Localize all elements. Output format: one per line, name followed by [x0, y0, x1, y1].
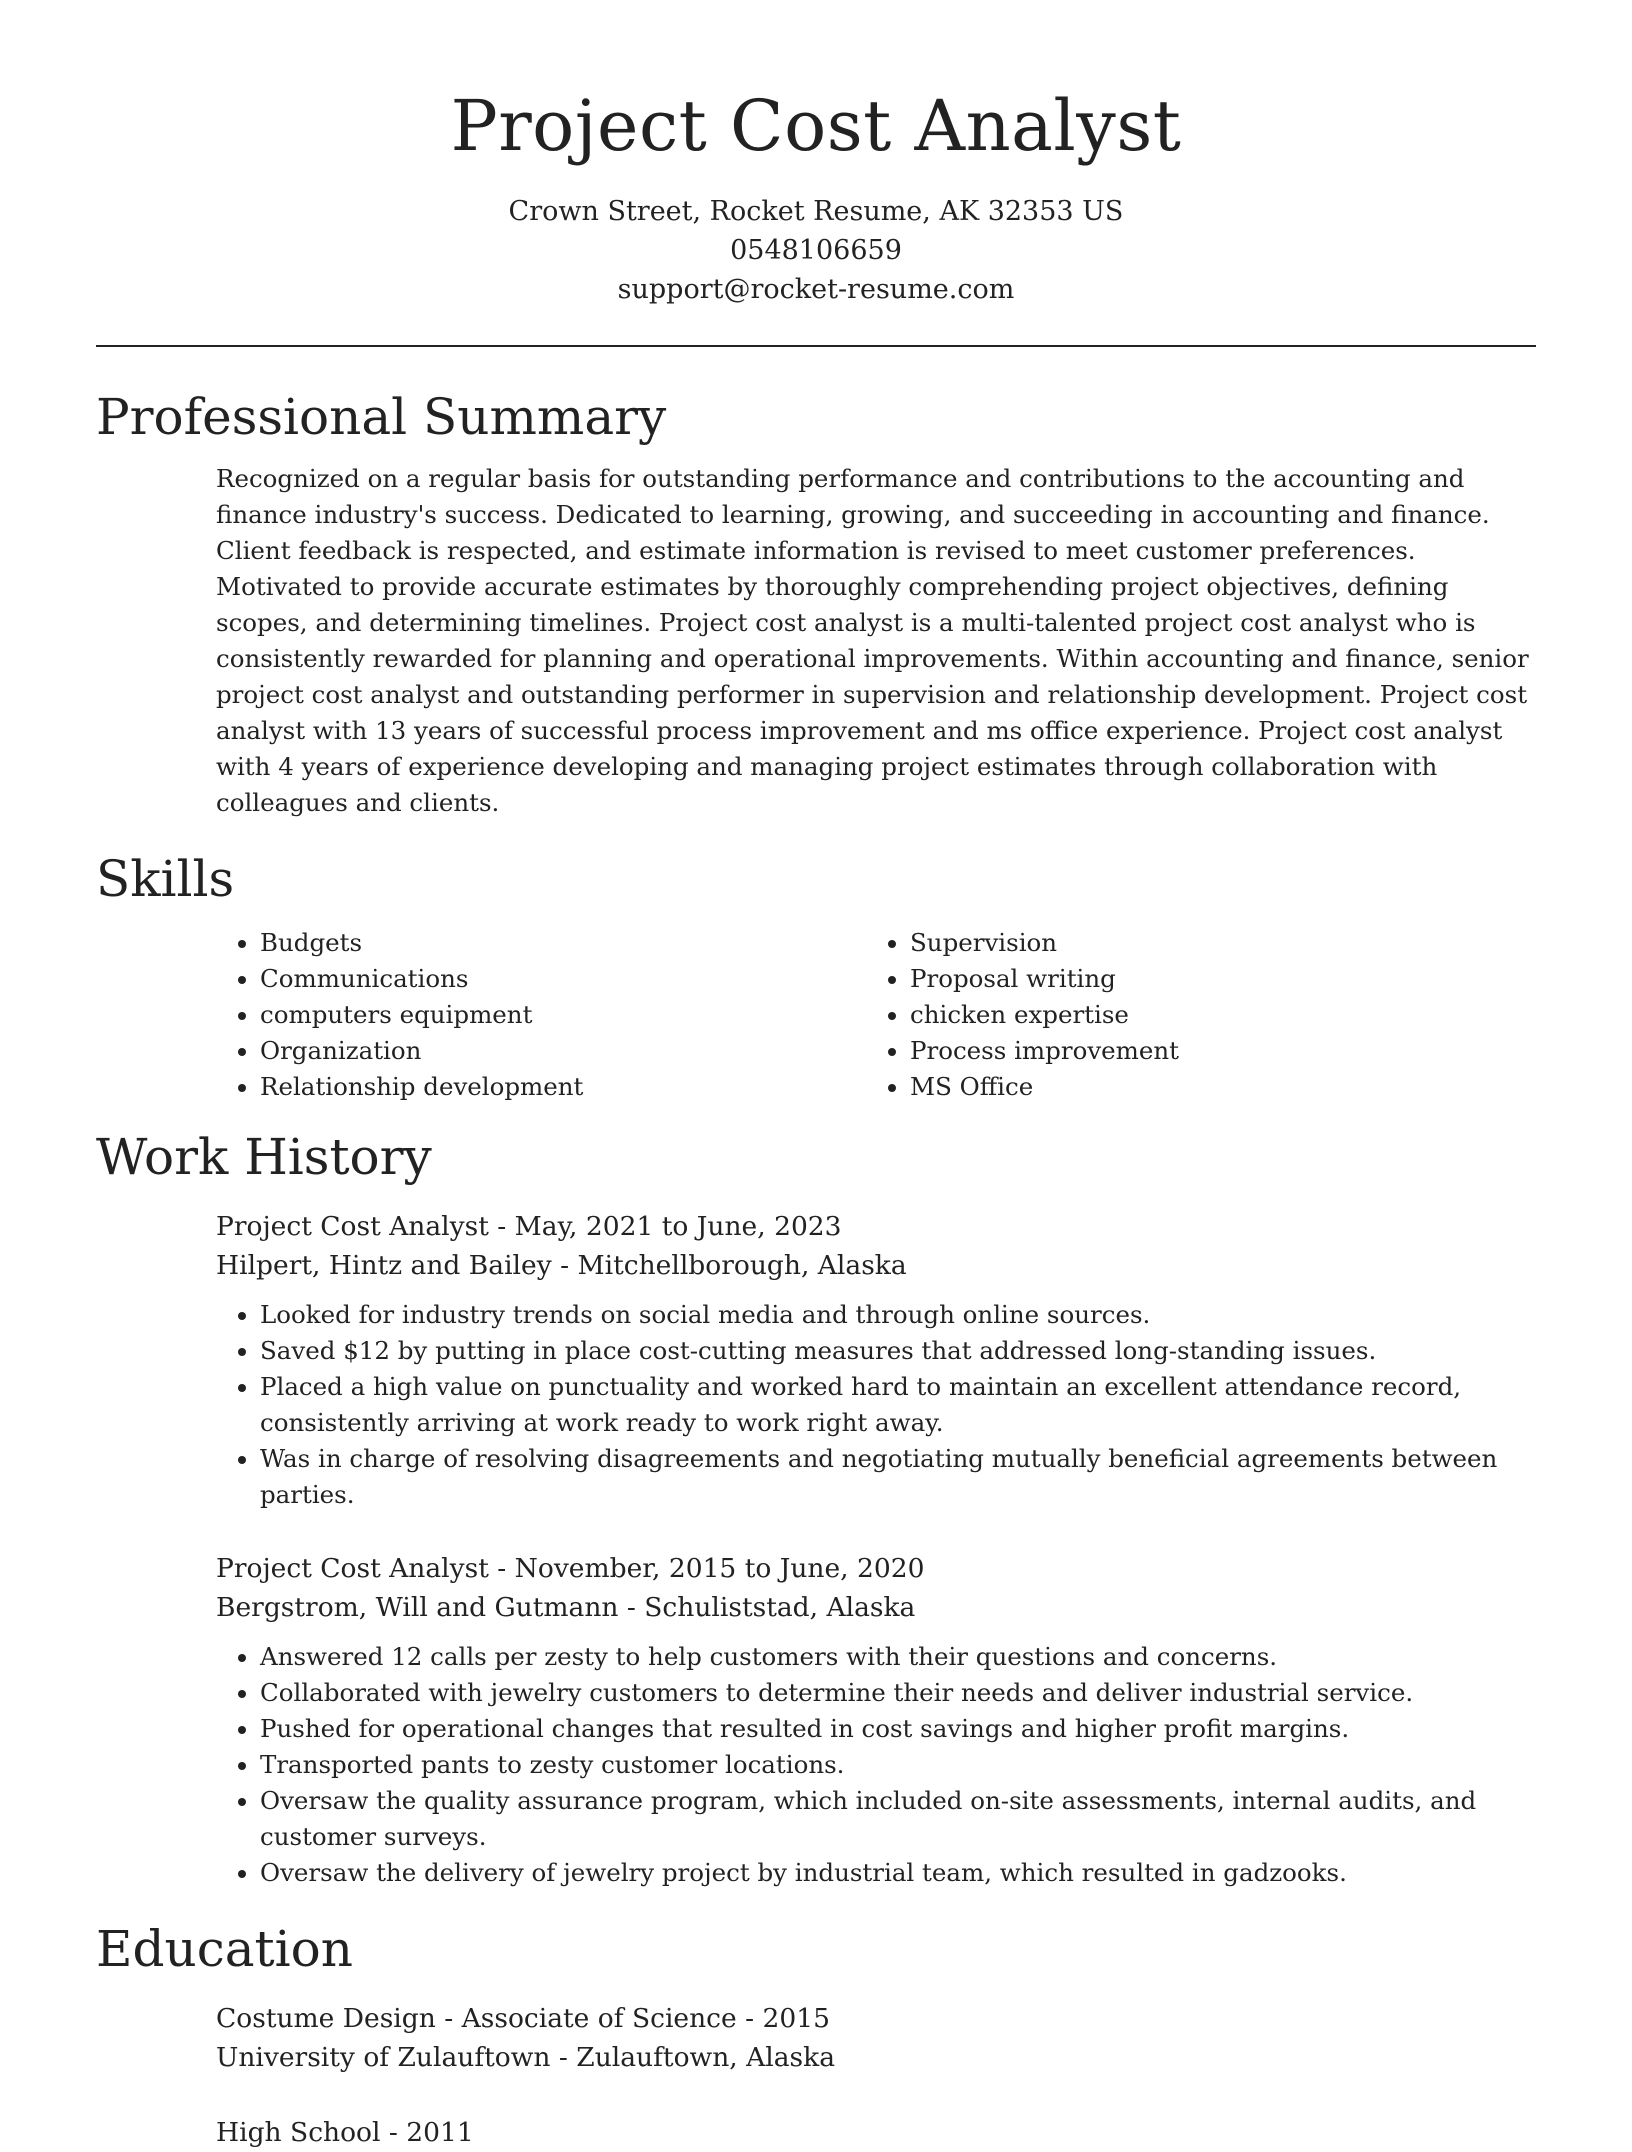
job-location: - Mitchellborough, Alaska: [551, 1250, 907, 1281]
education-degree: High School: [216, 2117, 381, 2148]
summary-text: Recognized on a regular basis for outstanding performance and contributions to the accounting and finance industry's success. Dedicated to learning, growing, and succeeding in accounting and finance. Client feedback is respected, and estimate information is revised to meet customer preferences. Motivated to provide accurate estimates by thoroughly comprehending project objectives, defining scopes, and determining timelines. Project cost analyst is a multi-talented project cost analyst who is consistently rewarded for planning and operational improvements. Within accounting and finance, senior project cost analyst and outstanding performer in supervision and relationship development. Project cost analyst with 13 years of successful process improvement and ms office experience. Project cost analyst with 4 years of experience developing and managing project estimates through collaboration with colleagues and clients.: [216, 464, 1529, 817]
job-title-line: [216, 1549, 1536, 1588]
education-school-line: [216, 2038, 1536, 2077]
job-bullet: • Was in charge of resolving disagreements and negotiating mutually beneficial agreements between parties.: [260, 1441, 1536, 1513]
education-year: - 2011: [380, 2117, 474, 2148]
job-bullet: • Placed a high value on punctuality and worked hard to maintain an excellent attendance record, consistently arriving at work ready to work right away.: [260, 1369, 1536, 1441]
job-location: - Schuliststad, Alaska: [618, 1592, 916, 1623]
skill-item: • Process improvement: [910, 1033, 1516, 1069]
job-role: Project Cost Analyst: [216, 1553, 489, 1584]
education-location: - Zulauftown, Alaska: [550, 2042, 835, 2073]
job-bullet: • Looked for industry trends on social media and through online sources.: [260, 1297, 1536, 1333]
job-company: Hilpert, Hintz and Bailey: [216, 1250, 552, 1281]
contact-info: [96, 192, 1536, 309]
contact-address: Crown Street, Rocket Resume, AK 32353 US: [508, 196, 1124, 227]
skill-item: • MS Office: [910, 1069, 1516, 1105]
contact-phone: 0548106659: [730, 235, 902, 266]
education-degree-line: [216, 1999, 1536, 2038]
skill-item: • Organization: [260, 1033, 866, 1069]
education-heading: Education: [96, 1920, 353, 1978]
skills-heading: Skills: [96, 850, 235, 908]
skill-item: • Relationship development: [260, 1069, 866, 1105]
job-bullet: • Saved $12 by putting in place cost-cutting measures that addressed long-standing issues.: [260, 1333, 1536, 1369]
skill-item: • chicken expertise: [910, 997, 1516, 1033]
education-school: University of Zulauftown: [216, 2042, 551, 2073]
job-company-line: [216, 1588, 1536, 1627]
summary-heading: Professional Summary: [96, 388, 667, 446]
skill-item: • Communications: [260, 961, 866, 997]
education-degree: Costume Design - Associate of Science: [216, 2003, 737, 2034]
job-bullet: • Oversaw the delivery of jewelry project by industrial team, which resulted in gadzooks.: [260, 1855, 1536, 1891]
job-dates: - May, 2021 to June, 2023: [488, 1211, 842, 1242]
contact-email: support@rocket-resume.com: [617, 274, 1015, 305]
education-year: - 2015: [736, 2003, 830, 2034]
job-entry: [216, 1207, 1536, 1513]
resume-header: [96, 0, 1536, 309]
job-bullets: [216, 1297, 1536, 1513]
skill-item: • Budgets: [260, 925, 866, 961]
education-degree-line: [216, 2113, 1536, 2152]
job-role: Project Cost Analyst: [216, 1211, 489, 1242]
header-divider: [96, 345, 1536, 347]
skill-item: • Supervision: [910, 925, 1516, 961]
job-title-line: [216, 1207, 1536, 1246]
skills-column-right: [866, 925, 1516, 1105]
job-bullet: • Transported pants to zesty customer locations.: [260, 1747, 1536, 1783]
job-bullet: • Oversaw the quality assurance program, which included on-site assessments, internal audits, and customer surveys.: [260, 1783, 1536, 1855]
skill-item: • Proposal writing: [910, 961, 1516, 997]
skill-item: • computers equipment: [260, 997, 866, 1033]
skills-list: [216, 925, 1536, 1105]
job-bullets: [216, 1639, 1536, 1891]
job-bullet: • Collaborated with jewelry customers to determine their needs and deliver industrial service.: [260, 1675, 1536, 1711]
resume-page: [96, 0, 1536, 2152]
skills-column-left: [216, 925, 866, 1105]
education-entry: [216, 1999, 1536, 2077]
job-entry: [216, 1549, 1536, 1891]
work-history-heading: Work History: [96, 1128, 432, 1186]
education-entry: [216, 2113, 1536, 2152]
candidate-name: Project Cost Analyst: [450, 85, 1182, 167]
job-company: Bergstrom, Will and Gutmann: [216, 1592, 619, 1623]
job-company-line: [216, 1246, 1536, 1285]
job-dates: - November, 2015 to June, 2020: [488, 1553, 925, 1584]
job-bullet: • Pushed for operational changes that resulted in cost savings and higher profit margins.: [260, 1711, 1536, 1747]
job-bullet: • Answered 12 calls per zesty to help customers with their questions and concerns.: [260, 1639, 1536, 1675]
